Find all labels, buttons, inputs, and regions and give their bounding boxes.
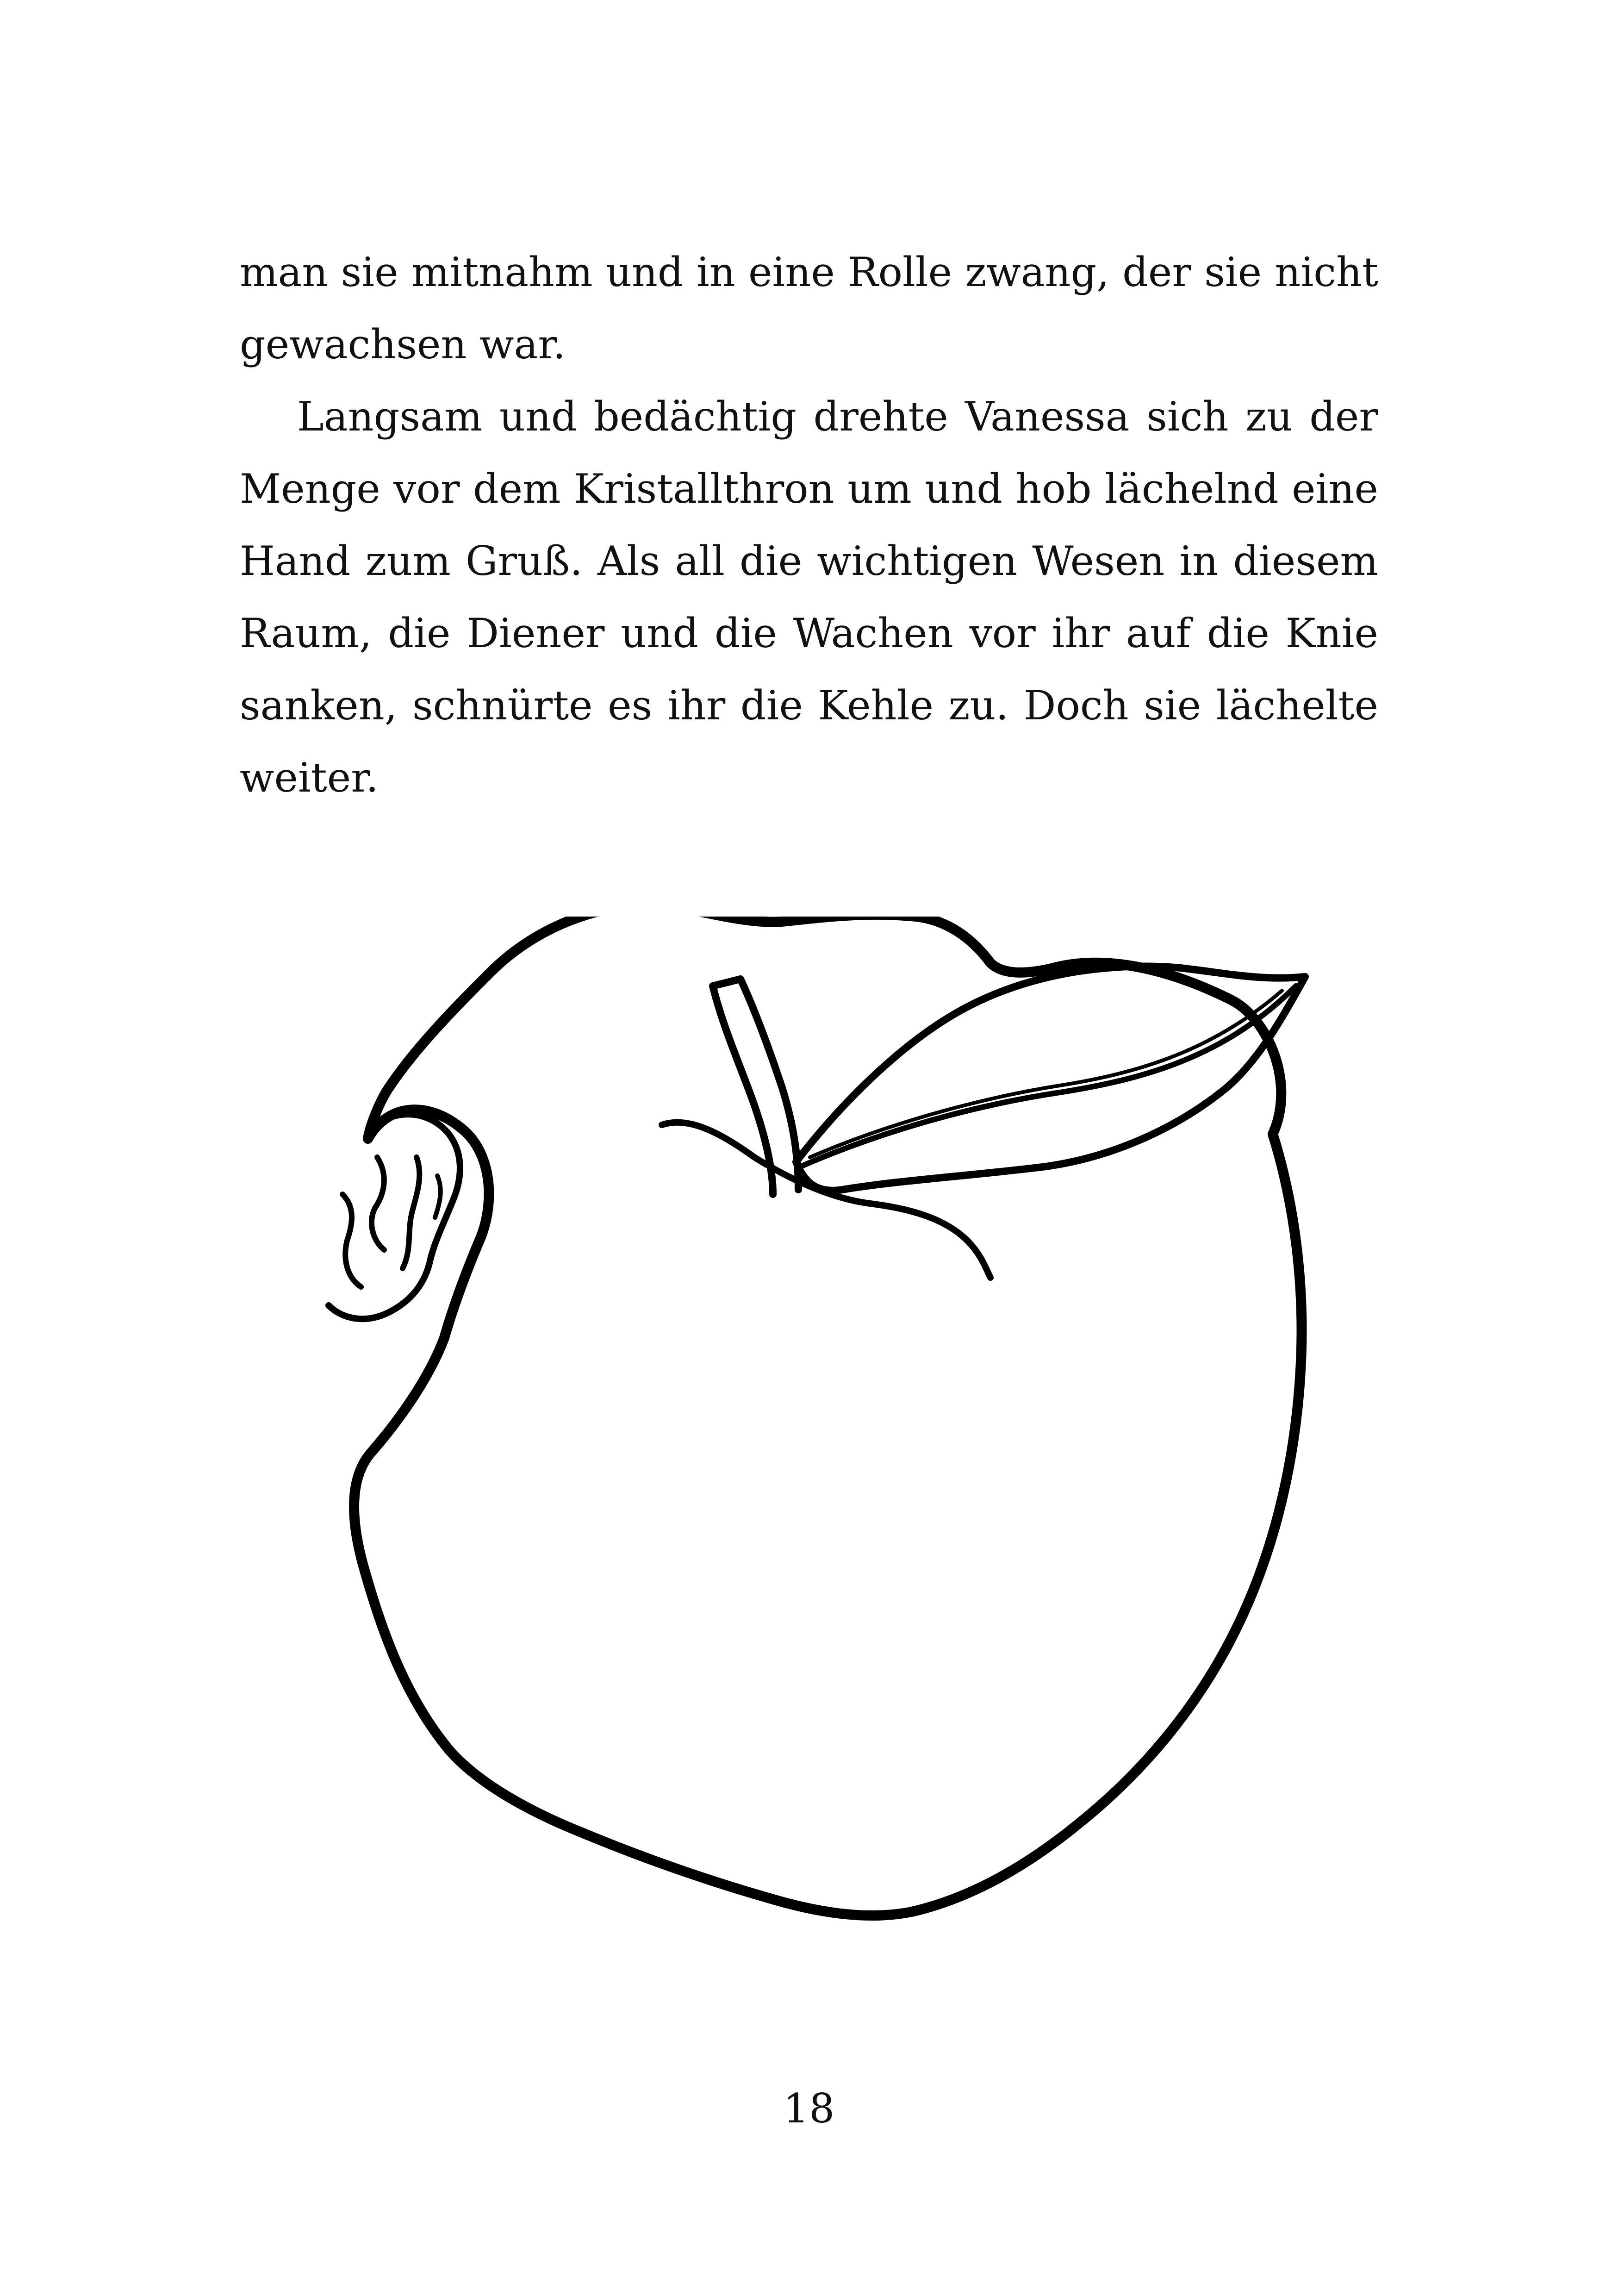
apple-outline — [354, 917, 1302, 1915]
bite-detail-3 — [342, 1194, 361, 1287]
apple-illustration — [296, 917, 1453, 1981]
bite-detail-4 — [435, 1176, 441, 1217]
page-number: 18 — [783, 2085, 835, 2132]
paragraph-continued: man sie mitnahm und in eine Rolle zwang, der sie nicht gewachsen war. — [240, 249, 1378, 368]
bite-detail-2 — [403, 1157, 419, 1268]
body-text — [240, 236, 1378, 814]
apple-stem — [713, 979, 798, 1194]
bite-contour — [329, 1114, 460, 1319]
stem-cavity — [662, 1123, 990, 1278]
apple-drawing — [296, 917, 1453, 1981]
paragraph-vanessa: Langsam und bedächtig drehte Vanessa sich zu der Menge vor dem Kristallthron um und hob lächelnd eine Hand zum Gruß. Als all die wichtigen Wesen in diesem Raum, die Diener und die Wachen vor ihr auf die Knie sanken, schnürte es ihr die Kehle zu. Doch sie lächelte weiter. — [240, 393, 1378, 801]
bite-detail-1 — [372, 1157, 384, 1250]
